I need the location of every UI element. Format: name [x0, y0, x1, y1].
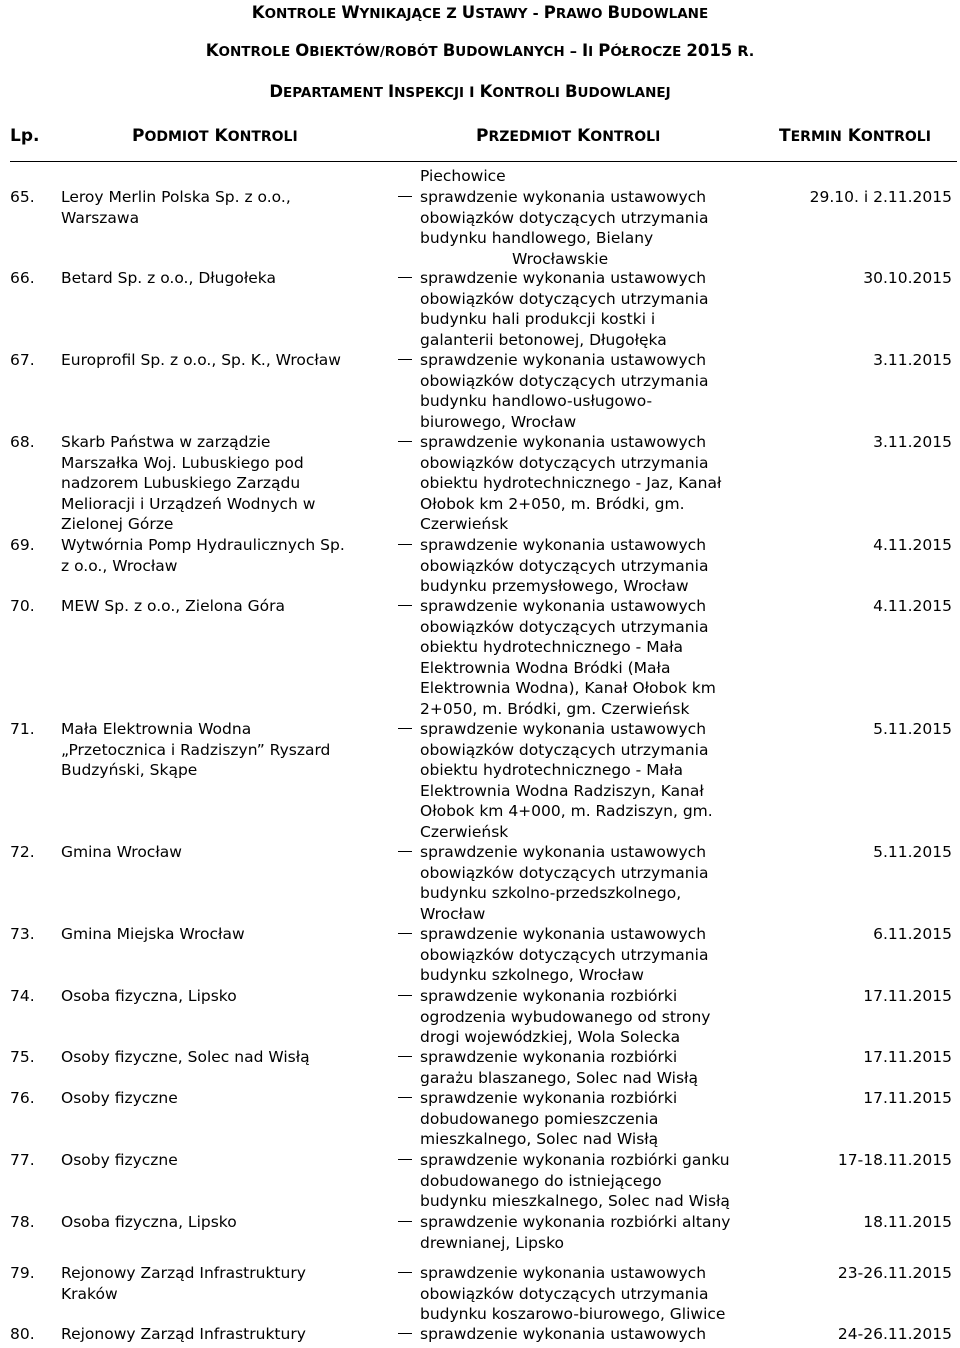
bullet-dash: [398, 995, 412, 996]
row-object: [420, 350, 750, 432]
row-number: 79.: [10, 1264, 35, 1282]
row-object: [420, 924, 750, 986]
bullet-dash: [398, 359, 412, 360]
row-subject: [61, 350, 381, 371]
row-object: [420, 986, 750, 1048]
row-object: [420, 268, 750, 350]
object-line: budynku szkolnego, Wrocław: [420, 966, 644, 984]
bullet-dash: [398, 544, 412, 545]
object-line: obowiązków dotyczących utrzymania: [420, 208, 709, 227]
row-subject: [61, 432, 381, 535]
bullet-dash: [398, 1097, 412, 1098]
doc-title-line3: DEPARTAMENT INSPEKCJI I KONTROLI BUDOWLANEJ: [269, 82, 671, 101]
row-number: 72.: [10, 843, 35, 861]
bullet-dash: [398, 933, 412, 934]
row-number: 73.: [10, 925, 35, 943]
row-object: [420, 432, 750, 535]
object-line: obowiązków dotyczących utrzymania: [420, 863, 709, 882]
subject-line: Gmina Miejska Wrocław: [61, 925, 245, 943]
object-line: Ołobok km 4+000, m. Radziszyn, gm.: [420, 802, 713, 820]
row-number: 77.: [10, 1151, 35, 1169]
row-number: 75.: [10, 1048, 35, 1066]
subject-line: Zielonej Górze: [61, 515, 174, 533]
object-line: budynku szkolno-przedszkolnego,: [420, 884, 682, 902]
object-line: budynku przemysłowego, Wrocław: [420, 577, 689, 595]
row-date: 3.11.2015: [873, 351, 952, 369]
object-line: sprawdzenie wykonania ustawowych: [420, 1264, 707, 1282]
row-object: [420, 842, 750, 924]
col-header-term: TERMIN KONTROLI: [779, 126, 931, 146]
row-date: 17.11.2015: [863, 1089, 952, 1107]
carryover-text: Piechowice: [420, 167, 506, 185]
row-date: 6.11.2015: [873, 925, 952, 943]
subject-line: Leroy Merlin Polska Sp. z o.o.,: [61, 188, 291, 206]
subject-line: nadzorem Lubuskiego Zarządu: [61, 474, 301, 492]
row-date: 18.11.2015: [863, 1213, 952, 1231]
object-line: obiektu hydrotechnicznego - Mała: [420, 638, 683, 656]
subject-line: Rejonowy Zarząd Infrastruktury: [61, 1264, 306, 1282]
row-object: [420, 1047, 750, 1088]
object-line: drogi wojewódzkiej, Wola Solecka: [420, 1028, 681, 1046]
subject-line: z o.o., Wrocław: [61, 556, 178, 575]
col-header-subject: PODMIOT KONTROLI: [132, 126, 298, 146]
object-line: sprawdzenie wykonania ustawowych: [420, 351, 707, 369]
row-date: 29.10. i 2.11.2015: [809, 188, 952, 206]
object-line: obiektu hydrotechnicznego - Mała: [420, 761, 683, 779]
row-number: 80.: [10, 1325, 35, 1343]
row-object: [420, 1088, 750, 1150]
row-subject: [61, 842, 381, 863]
object-line: dobudowanego pomieszczenia: [420, 1109, 659, 1128]
object-line: Czerwieńsk: [420, 822, 509, 841]
header-divider: [10, 161, 957, 162]
row-subject: [61, 1263, 381, 1304]
object-line: sprawdzenie wykonania rozbiórki: [420, 987, 678, 1005]
row-subject: [61, 596, 381, 617]
subject-line: Melioracji i Urządzeń Wodnych w: [61, 494, 316, 513]
object-line: sprawdzenie wykonania ustawowych: [420, 188, 707, 206]
bullet-dash: [398, 441, 412, 442]
subject-line: Warszawa: [61, 208, 140, 227]
object-line: 2+050, m. Bródki, gm. Czerwieńsk: [420, 699, 690, 718]
row-object: [420, 1150, 750, 1212]
bullet-dash: [398, 1159, 412, 1160]
object-line: sprawdzenie wykonania rozbiórki: [420, 1089, 678, 1107]
row-number: 65.: [10, 188, 35, 206]
row-number: 66.: [10, 269, 35, 287]
row-object: [420, 1212, 750, 1253]
object-line: Elektrownia Wodna Radziszyn, Kanał: [420, 781, 704, 800]
row-subject: [61, 535, 381, 576]
subject-line: MEW Sp. z o.o., Zielona Góra: [61, 597, 286, 615]
object-line: obowiązków dotyczących utrzymania: [420, 453, 709, 472]
object-line: budynku handlowego, Bielany: [420, 229, 654, 247]
object-line: garażu blaszanego, Solec nad Wisłą: [420, 1068, 698, 1087]
row-date: 17.11.2015: [863, 987, 952, 1005]
bullet-dash: [398, 196, 412, 197]
object-line: budynku koszarowo-biurowego, Gliwice: [420, 1305, 726, 1323]
subject-line: Europrofil Sp. z o.o., Sp. K., Wrocław: [61, 351, 341, 369]
object-line: Ołobok km 2+050, m. Bródki, gm.: [420, 494, 685, 513]
subject-line: Skarb Państwa w zarządzie: [61, 433, 271, 451]
object-line: sprawdzenie wykonania ustawowych: [420, 433, 707, 451]
row-date: 17-18.11.2015: [837, 1151, 952, 1169]
object-line: obowiązków dotyczących utrzymania: [420, 617, 709, 636]
row-object: [420, 719, 750, 842]
object-line: ogrodzenia wybudowanego od strony: [420, 1007, 711, 1026]
object-line: sprawdzenie wykonania rozbiórki: [420, 1048, 678, 1066]
object-line: Wrocławskie: [512, 249, 609, 268]
object-line: Elektrownia Wodna), Kanał Ołobok km: [420, 679, 716, 697]
row-date: 24-26.11.2015: [837, 1325, 952, 1343]
row-date: 4.11.2015: [873, 536, 952, 554]
object-line: drewnianej, Lipsko: [420, 1233, 564, 1252]
row-date: 4.11.2015: [873, 597, 952, 615]
row-object: [420, 1324, 750, 1345]
bullet-dash: [398, 1272, 412, 1273]
col-header-lp: Lp.: [10, 126, 40, 146]
object-line: budynku mieszkalnego, Solec nad Wisłą: [420, 1192, 730, 1210]
subject-line: Wytwórnia Pomp Hydraulicznych Sp.: [61, 536, 345, 554]
subject-line: „Przetocznica i Radziszyn” Ryszard: [61, 740, 331, 759]
object-line: obowiązków dotyczących utrzymania: [420, 1284, 709, 1303]
row-date: 5.11.2015: [873, 720, 952, 738]
object-line: biurowego, Wrocław: [420, 412, 577, 431]
object-line: sprawdzenie wykonania ustawowych: [420, 269, 707, 287]
row-number: 70.: [10, 597, 35, 615]
row-object: [420, 535, 750, 597]
subject-line: Osoby fizyczne: [61, 1151, 178, 1169]
col-header-object: PRZEDMIOT KONTROLI: [476, 126, 661, 146]
subject-line: Betard Sp. z o.o., Długołeka: [61, 269, 276, 287]
row-date: 30.10.2015: [863, 269, 952, 287]
row-date: 3.11.2015: [873, 433, 952, 451]
row-subject: [61, 986, 381, 1007]
doc-title-line2: KONTROLE OBIEKTÓW/ROBÓT BUDOWLANYCH – II PÓŁROCZE 2015 R.: [205, 41, 755, 60]
row-subject: [61, 1324, 381, 1345]
subject-line: Rejonowy Zarząd Infrastruktury: [61, 1325, 306, 1343]
object-line: sprawdzenie wykonania ustawowych: [420, 925, 707, 943]
object-line: obowiązków dotyczących utrzymania: [420, 371, 709, 390]
row-subject: [61, 924, 381, 945]
row-number: 74.: [10, 987, 35, 1005]
row-number: 78.: [10, 1213, 35, 1231]
object-line: galanterii betonowej, Długołęka: [420, 330, 667, 349]
object-line: mieszkalnego, Solec nad Wisłą: [420, 1130, 659, 1148]
subject-line: Marszałka Woj. Lubuskiego pod: [61, 453, 304, 472]
row-number: 71.: [10, 720, 35, 738]
bullet-dash: [398, 851, 412, 852]
object-line: budynku handlowo-usługowo-: [420, 392, 653, 410]
object-line: sprawdzenie wykonania ustawowych: [420, 597, 707, 615]
row-object: [420, 1263, 750, 1325]
row-subject: [61, 719, 381, 781]
doc-title-line1: KONTROLE WYNIKAJĄCE Z USTAWY - PRAWO BUDOWLANE: [251, 3, 709, 22]
object-line: dobudowanego do istniejącego: [420, 1171, 662, 1190]
object-line: obiektu hydrotechnicznego - Jaz, Kanał: [420, 474, 722, 492]
row-subject: [61, 1047, 381, 1068]
row-number: 76.: [10, 1089, 35, 1107]
row-number: 68.: [10, 433, 35, 451]
object-line: sprawdzenie wykonania rozbiórki altany: [420, 1213, 731, 1231]
subject-line: Osoby fizyczne: [61, 1089, 178, 1107]
row-subject: [61, 268, 381, 289]
subject-line: Osoba fizyczna, Lipsko: [61, 987, 237, 1005]
object-line: sprawdzenie wykonania ustawowych: [420, 536, 707, 554]
row-number: 67.: [10, 351, 35, 369]
bullet-dash: [398, 1221, 412, 1222]
subject-line: Budzyński, Skąpe: [61, 761, 198, 779]
subject-line: Gmina Wrocław: [61, 843, 182, 861]
object-line: obowiązków dotyczących utrzymania: [420, 289, 709, 308]
object-line: obowiązków dotyczących utrzymania: [420, 556, 709, 575]
subject-line: Osoby fizyczne, Solec nad Wisłą: [61, 1048, 310, 1066]
subject-line: Osoba fizyczna, Lipsko: [61, 1213, 237, 1231]
row-subject: [61, 1212, 381, 1233]
row-subject: [61, 187, 381, 228]
row-object: [420, 187, 750, 269]
object-line: Wrocław: [420, 904, 486, 923]
bullet-dash: [398, 277, 412, 278]
row-subject: [61, 1088, 381, 1109]
object-line: sprawdzenie wykonania ustawowych: [420, 1325, 707, 1343]
row-date: 5.11.2015: [873, 843, 952, 861]
object-line: sprawdzenie wykonania rozbiórki ganku: [420, 1151, 730, 1169]
row-date: 17.11.2015: [863, 1048, 952, 1066]
object-line: sprawdzenie wykonania ustawowych: [420, 843, 707, 861]
bullet-dash: [398, 1056, 412, 1057]
object-line: sprawdzenie wykonania ustawowych: [420, 720, 707, 738]
row-number: 69.: [10, 536, 35, 554]
row-subject: [61, 1150, 381, 1171]
bullet-dash: [398, 605, 412, 606]
row-date: 23-26.11.2015: [837, 1264, 952, 1282]
object-line: Czerwieńsk: [420, 515, 509, 533]
object-line: budynku hali produkcji kostki i: [420, 310, 656, 328]
object-line: obowiązków dotyczących utrzymania: [420, 945, 709, 964]
subject-line: Mała Elektrownia Wodna: [61, 720, 252, 738]
object-line: obowiązków dotyczących utrzymania: [420, 740, 709, 759]
row-object: [420, 596, 750, 719]
object-line: Elektrownia Wodna Bródki (Mała: [420, 658, 671, 677]
bullet-dash: [398, 728, 412, 729]
bullet-dash: [398, 1333, 412, 1334]
subject-line: Kraków: [61, 1284, 118, 1303]
